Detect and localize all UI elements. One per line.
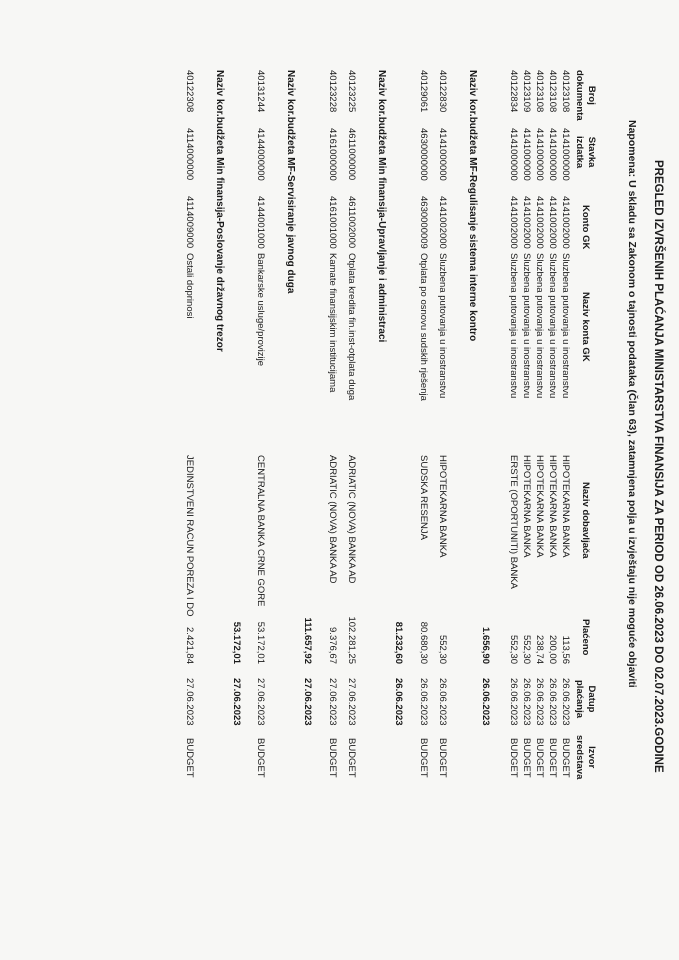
cell-doc: 40122830 <box>437 70 448 113</box>
cell-konto-name: Ostali doprinosi <box>184 253 195 319</box>
header-payment-date <box>573 680 597 718</box>
cell-konto-name: Sluzbena putovanja u inostranstvu <box>437 253 448 399</box>
cell-date: 27.06.2023 <box>327 678 338 726</box>
cell-date: 26.06.2023 <box>560 678 571 726</box>
cell-stavka: 4141000000 <box>547 128 558 181</box>
cell-konto-name: Sluzbena putovanja u inostranstvu <box>534 253 545 399</box>
cell-source: BUDGET <box>437 738 448 778</box>
cell-stavka: 4141000000 <box>437 128 448 181</box>
cell-konto-gk: 4114009000 <box>184 196 195 249</box>
group-total-paid: 111.657,92 <box>302 617 313 664</box>
cell-supplier: HIPOTEKARNA BANKA <box>521 455 532 558</box>
header-paid: Plaćeno <box>580 619 591 656</box>
cell-konto-gk: 4141002000 <box>547 196 558 249</box>
section-title: Naziv kor.budžeta MF-Regulisanje sistema interne kontro <box>467 70 478 342</box>
group-total-date: 27.06.2023 <box>302 678 313 726</box>
cell-doc: 40123228 <box>327 70 338 113</box>
cell-doc: 40123225 <box>346 70 357 113</box>
cell-source: BUDGET <box>521 738 532 778</box>
cell-paid: 552,30 <box>521 634 532 664</box>
cell-paid: 80.680,30 <box>418 621 429 664</box>
cell-stavka: 4141000000 <box>508 128 519 181</box>
cell-supplier: ERSTE (OPORTUNITI) BANKA <box>508 455 519 589</box>
cell-supplier: HIPOTEKARNA BANKA <box>560 455 571 558</box>
cell-paid: 238,74 <box>534 634 545 664</box>
cell-source: BUDGET <box>255 738 266 778</box>
table-row <box>181 0 195 960</box>
table-row <box>531 0 545 960</box>
cell-source: BUDGET <box>508 738 519 778</box>
header-izv-line2: sredstava <box>574 735 585 780</box>
cell-paid: 53.172,01 <box>255 621 266 664</box>
cell-source: BUDGET <box>184 738 195 778</box>
cell-supplier: ADRIATIC (NOVA) BANKA AD <box>327 455 338 584</box>
cell-doc: 40123108 <box>547 70 558 113</box>
cell-stavka: 4630000000 <box>418 128 429 181</box>
cell-supplier: CENTRALNA BANKA CRNE GORE <box>255 455 266 607</box>
table-row <box>544 0 558 960</box>
cell-date: 26.06.2023 <box>521 678 532 726</box>
section-title: Naziv kor.budžeta Min finansija-Upravljanje i administraci <box>376 70 387 343</box>
cell-doc: 40122834 <box>508 70 519 113</box>
cell-doc: 40123109 <box>521 70 532 113</box>
group-total-paid: 53.172,01 <box>231 621 242 664</box>
header-konto-gk: Konto GK <box>580 205 591 250</box>
header-doc-line1: Broj <box>586 85 597 105</box>
cell-paid: 552,30 <box>437 634 448 664</box>
cell-supplier: HIPOTEKARNA BANKA <box>547 455 558 558</box>
cell-date: 26.06.2023 <box>534 678 545 726</box>
cell-konto-name: Sluzbena putovanja u inostranstvu <box>508 253 519 399</box>
cell-stavka: 4141000000 <box>560 128 571 181</box>
cell-date: 26.06.2023 <box>508 678 519 726</box>
cell-paid: 2.421,84 <box>184 627 195 664</box>
cell-paid: 200,00 <box>547 634 558 664</box>
secrecy-note: Napomena: U skladu sa Zakonom o tajnosti podataka (Član 63), zatamnjena polja u izvještaju nije moguće objaviti <box>626 120 638 688</box>
cell-supplier: ADRIATIC (NOVA) BANKA AD <box>346 455 357 584</box>
cell-konto-gk: 4141002000 <box>508 196 519 249</box>
header-konto-name: Naziv konta GK <box>580 292 591 362</box>
cell-doc: 40123108 <box>560 70 571 113</box>
cell-konto-name: Sluzbena putovanja u inostranstvu <box>560 253 571 399</box>
cell-konto-gk: 4611002000 <box>346 196 357 249</box>
cell-konto-name: Sluzbena putovanja u inostranstvu <box>521 253 532 399</box>
cell-source: BUDGET <box>418 738 429 778</box>
cell-konto-name: Otplata po osnovu sudskih rješenja <box>418 253 429 401</box>
cell-paid: 552,30 <box>508 634 519 664</box>
table-row <box>343 0 357 960</box>
cell-date: 27.06.2023 <box>184 678 195 726</box>
cell-date: 26.06.2023 <box>547 678 558 726</box>
cell-date: 26.06.2023 <box>437 678 448 726</box>
cell-paid: 9.376,67 <box>327 627 338 664</box>
cell-stavka: 4611000000 <box>346 128 357 181</box>
cell-date: 27.06.2023 <box>255 678 266 726</box>
cell-konto-name: Bankarske usluge/provizije <box>255 253 266 367</box>
cell-date: 26.06.2023 <box>418 678 429 726</box>
group-total-date: 27.06.2023 <box>231 678 242 726</box>
section-title: Naziv kor.budžeta MF-Servisiranje javnog duga <box>285 70 296 294</box>
cell-doc: 40122308 <box>184 70 195 113</box>
header-date-line2: plaćanja <box>574 680 585 719</box>
table-row <box>505 0 519 960</box>
table-row <box>415 0 429 960</box>
cell-konto-gk: 4141002000 <box>437 196 448 249</box>
header-st-line2: izdatka <box>574 136 585 169</box>
cell-supplier: JEDINSTVENI RACUN POREZA I DO <box>184 455 195 617</box>
cell-supplier: HIPOTEKARNA BANKA <box>534 455 545 558</box>
header-expense-item <box>573 136 597 168</box>
group-total-paid: 81.232,60 <box>393 621 404 664</box>
cell-stavka: 4141000000 <box>521 128 532 181</box>
cell-konto-gk: 4630000009 <box>418 196 429 249</box>
header-doc-number <box>573 70 597 121</box>
header-supplier: Naziv dobavljača <box>580 482 591 559</box>
cell-konto-gk: 4141002000 <box>534 196 545 249</box>
header-date-line1: Datup <box>586 685 597 713</box>
group-total-paid: 1.656,90 <box>480 627 491 664</box>
group-total-date: 26.06.2023 <box>393 678 404 726</box>
table-row <box>252 0 266 960</box>
cell-stavka: 4141000000 <box>534 128 545 181</box>
section-title: Naziv kor.budžeta Min finansija-Poslovanje državnog trezor <box>214 70 225 352</box>
cell-konto-gk: 4141002000 <box>521 196 532 249</box>
cell-supplier: HIPOTEKARNA BANKA <box>437 455 448 558</box>
cell-supplier: SUDSKA RESENJA <box>418 455 429 540</box>
cell-konto-gk: 4141002000 <box>560 196 571 249</box>
cell-source: BUDGET <box>560 738 571 778</box>
header-st-line1: Stavka <box>586 136 597 168</box>
cell-source: BUDGET <box>346 738 357 778</box>
cell-source: BUDGET <box>547 738 558 778</box>
cell-paid: 113,56 <box>560 635 571 664</box>
header-funding-source <box>573 735 597 779</box>
header-doc-line2: dokumenta <box>574 70 585 121</box>
table-row <box>518 0 532 960</box>
cell-doc: 40131244 <box>255 70 266 113</box>
table-row <box>434 0 448 960</box>
group-total-date: 26.06.2023 <box>480 678 491 726</box>
cell-source: BUDGET <box>534 738 545 778</box>
cell-doc: 40129061 <box>418 70 429 113</box>
cell-konto-gk: 4144001000 <box>255 196 266 249</box>
cell-stavka: 4161000000 <box>327 128 338 181</box>
report-title: PREGLED IZVRŠENIH PLAĆANJA MINISTARSTVA FINANSIJA ZA PERIOD OD 26.06.2023 DO 02.07.2023.GODINE <box>652 160 664 773</box>
table-row <box>557 0 571 960</box>
cell-konto-name: Kamate finansijskim institucijama <box>327 253 338 393</box>
cell-paid: 102.281,25 <box>346 616 357 664</box>
cell-konto-gk: 4161001000 <box>327 196 338 249</box>
cell-doc: 40123108 <box>534 70 545 113</box>
cell-konto-name: Otplata kredita fin.inst-otplata duga <box>346 253 357 401</box>
cell-date: 27.06.2023 <box>346 678 357 726</box>
cell-source: BUDGET <box>327 738 338 778</box>
table-row <box>324 0 338 960</box>
cell-stavka: 4144000000 <box>255 128 266 181</box>
cell-konto-name: Sluzbena putovanja u inostranstvu <box>547 253 558 399</box>
header-izv-line1: Izvor <box>586 746 597 769</box>
cell-stavka: 4114000000 <box>184 128 195 181</box>
